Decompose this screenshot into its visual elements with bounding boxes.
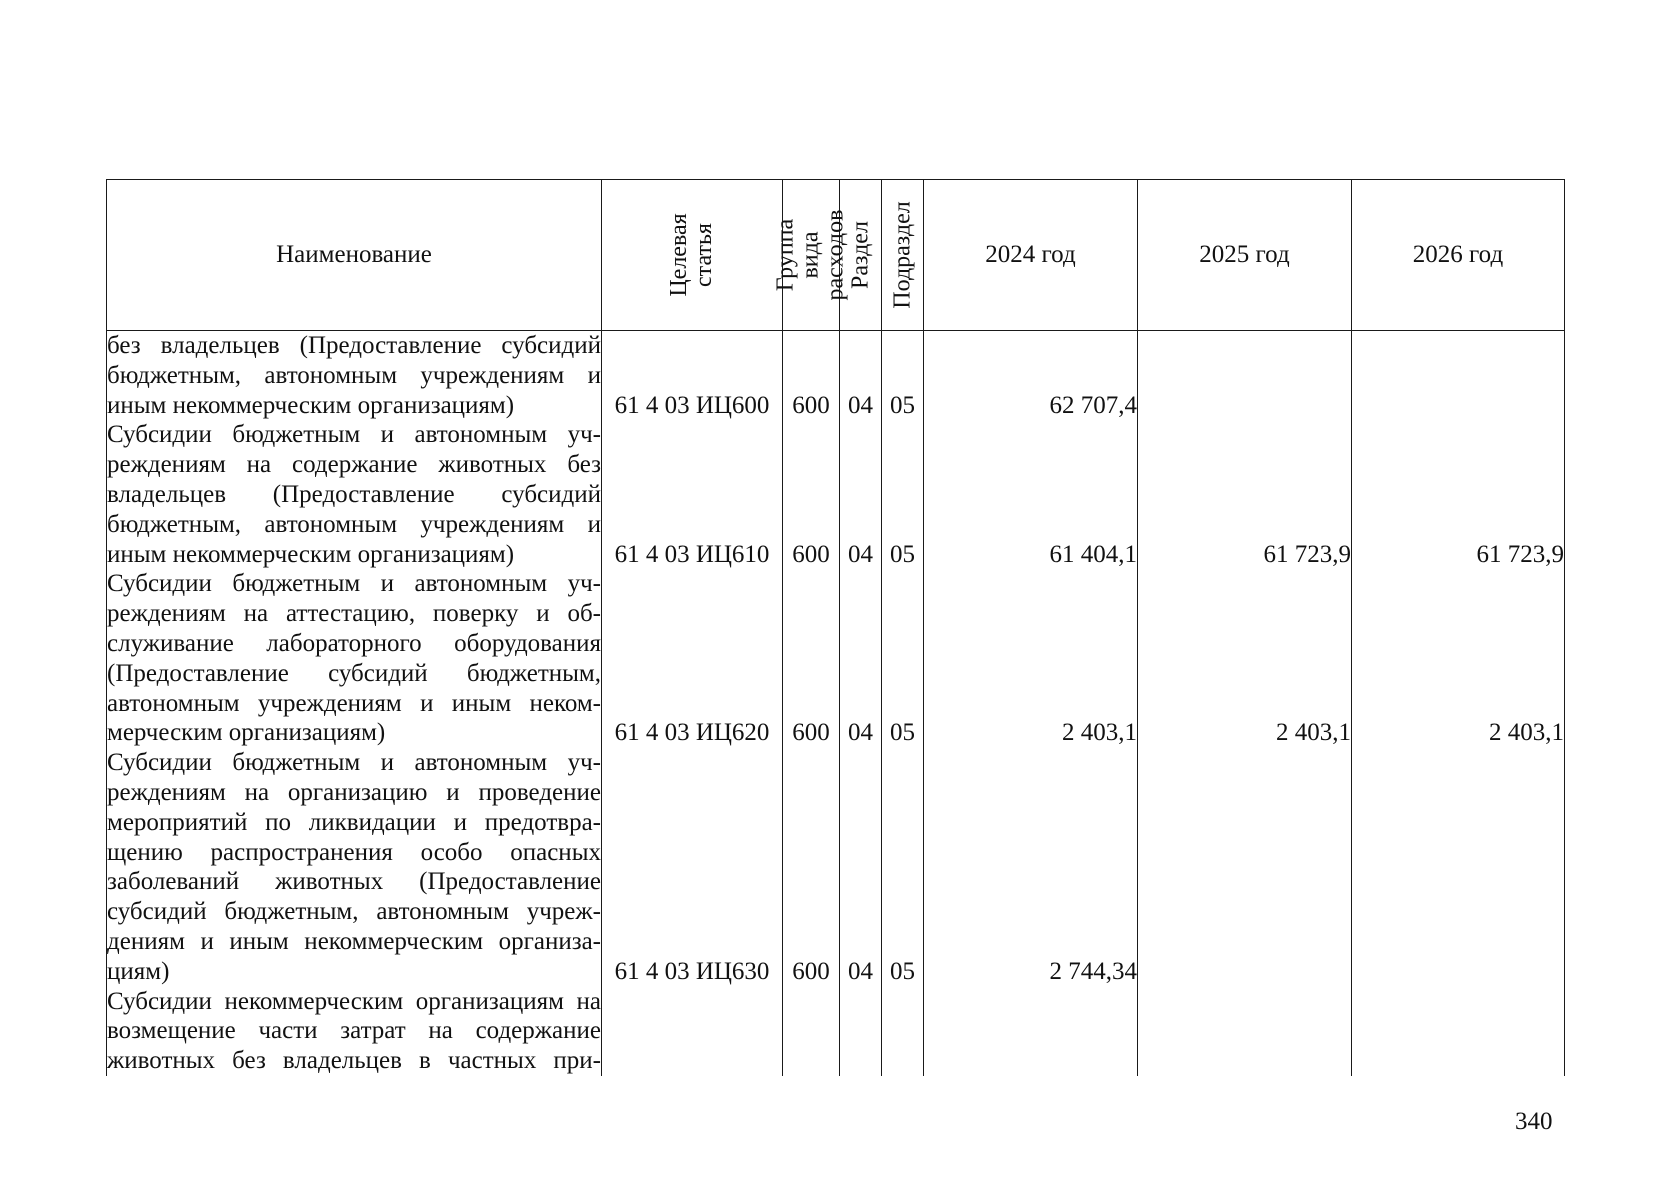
row-amount-2025 bbox=[1138, 331, 1352, 421]
row-name: Субсидии бюджетным и автономным учреждениям на содержание животных без владельцев (Предоставление субсидий бюджетным, автономным учреждениям и иным некоммерческим организациям) bbox=[107, 421, 601, 568]
header-2025: 2025 год bbox=[1138, 180, 1352, 331]
row-name: Субсидии бюджетным и автономным учреждениям на аттестацию, поверку и обслуживание лабораторного оборудования (Предоставление субсидий бюджетным, автономным учреждениям и иным некоммерческим организациям) bbox=[107, 570, 601, 747]
table-row bbox=[107, 331, 1565, 421]
row-amount-2026 bbox=[1352, 748, 1565, 986]
row-section: 04 bbox=[840, 569, 882, 748]
row-subsection: 05 bbox=[882, 420, 924, 569]
row-amount-2025: 2 403,1 bbox=[1138, 569, 1352, 748]
header-subsection-label: Подраздел bbox=[889, 201, 915, 309]
row-amount-2026: 2 403,1 bbox=[1352, 569, 1565, 748]
row-target-article: 61 4 03 ИЦ620 bbox=[602, 569, 783, 748]
budget-table bbox=[106, 179, 1565, 1076]
header-2026: 2026 год bbox=[1352, 180, 1565, 331]
row-section bbox=[840, 987, 882, 1076]
row-amount-2026 bbox=[1352, 331, 1565, 421]
table-row bbox=[107, 569, 1565, 748]
header-expense-group bbox=[772, 180, 849, 331]
row-expense-group: 600 bbox=[783, 331, 840, 421]
header-target-article-label: Целевая статья bbox=[666, 213, 717, 297]
row-amount-2025 bbox=[1138, 987, 1352, 1076]
row-expense-group: 600 bbox=[783, 748, 840, 986]
row-amount-2026 bbox=[1352, 987, 1565, 1076]
row-amount-2024: 62 707,4 bbox=[924, 331, 1138, 421]
row-subsection: 05 bbox=[882, 748, 924, 986]
row-amount-2024: 61 404,1 bbox=[924, 420, 1138, 569]
header-subsection bbox=[882, 180, 924, 331]
row-amount-2024 bbox=[924, 987, 1138, 1076]
table-row bbox=[107, 987, 1565, 1076]
row-target-article: 61 4 03 ИЦ610 bbox=[602, 420, 783, 569]
page-number: 340 bbox=[1515, 1108, 1553, 1135]
row-amount-2026: 61 723,9 bbox=[1352, 420, 1565, 569]
header-target-article bbox=[602, 180, 783, 331]
table-row bbox=[107, 748, 1565, 986]
row-section: 04 bbox=[840, 748, 882, 986]
header-section-label: Раздел bbox=[847, 221, 873, 289]
row-name: Субсидии некоммерческим организациям на возмещение части затрат на содержание животных без владельцев в частных при- bbox=[107, 987, 601, 1075]
row-target-article bbox=[602, 987, 783, 1076]
row-subsection: 05 bbox=[882, 331, 924, 421]
row-target-article: 61 4 03 ИЦ630 bbox=[602, 748, 783, 986]
row-expense-group: 600 bbox=[783, 569, 840, 748]
table-header-row bbox=[107, 180, 1565, 331]
row-section: 04 bbox=[840, 331, 882, 421]
row-subsection bbox=[882, 987, 924, 1076]
header-expense-group-label: Группа вида расходов bbox=[772, 209, 849, 301]
row-amount-2024: 2 403,1 bbox=[924, 569, 1138, 748]
row-amount-2025 bbox=[1138, 748, 1352, 986]
row-expense-group bbox=[783, 987, 840, 1076]
header-2024: 2024 год bbox=[924, 180, 1138, 331]
row-expense-group: 600 bbox=[783, 420, 840, 569]
row-section: 04 bbox=[840, 420, 882, 569]
row-amount-2025: 61 723,9 bbox=[1138, 420, 1352, 569]
row-name: Субсидии бюджетным и автономным учреждениям на организацию и проведение мероприятий по ликвидации и предотвращению распространения особо опасных заболеваний животных (Предоставление субсидий бюджетным, автономным учреждениям и иным некоммерческим организациям) bbox=[107, 749, 601, 985]
row-amount-2024: 2 744,34 bbox=[924, 748, 1138, 986]
header-section bbox=[840, 180, 882, 331]
row-name: без владельцев (Предоставление субсидий бюджетным, автономным учреждениям и иным некоммерческим организациям) bbox=[107, 332, 601, 419]
table-row bbox=[107, 420, 1565, 569]
header-name: Наименование bbox=[107, 180, 602, 331]
row-target-article: 61 4 03 ИЦ600 bbox=[602, 331, 783, 421]
row-subsection: 05 bbox=[882, 569, 924, 748]
